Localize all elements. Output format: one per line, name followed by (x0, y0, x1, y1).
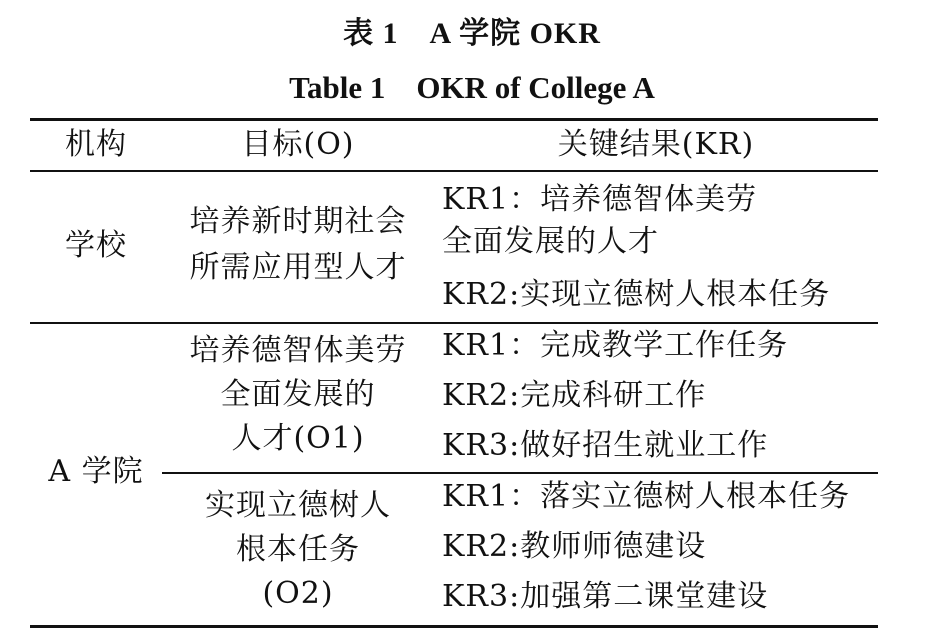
header-rule (30, 170, 878, 172)
o2-kr3: KR3:加强第二课堂建设 (442, 579, 769, 614)
college-org: A 学院 (48, 454, 144, 489)
o1-line2: 全面发展的 (220, 377, 376, 412)
school-kr1-line1: KR1：培养德智体美劳 (442, 182, 758, 217)
o1-kr1: KR1：完成教学工作任务 (442, 328, 789, 363)
o2-kr2: KR2:教师师德建设 (442, 529, 707, 564)
o2-line3: (O2) (262, 576, 334, 611)
table-caption-en: Table 1 OKR of College A (289, 70, 655, 105)
school-objective-line1: 培养新时期社会 (189, 204, 407, 239)
o2-line1: 实现立德树人 (205, 488, 391, 523)
o2-line2: 根本任务 (236, 532, 360, 567)
table-caption-cn: 表 1 A 学院 OKR (343, 17, 601, 50)
school-objective-line2: 所需应用型人才 (189, 250, 407, 285)
bottom-rule (30, 625, 878, 628)
header-objective: 目标(O) (241, 127, 355, 162)
top-rule (30, 118, 878, 121)
o1-kr2: KR2:完成科研工作 (442, 378, 707, 413)
o1-line1: 培养德智体美劳 (189, 333, 407, 368)
school-kr1-line2: 全面发展的人才 (442, 224, 659, 259)
header-org: 机构 (65, 127, 127, 162)
school-kr2: KR2:实现立德树人根本任务 (442, 277, 831, 312)
o1-line3: 人才(O1) (231, 421, 365, 456)
header-kr: 关键结果(KR) (557, 127, 755, 162)
school-org: 学校 (65, 228, 127, 263)
o2-kr1: KR1：落实立德树人根本任务 (442, 479, 851, 514)
o1-kr3: KR3:做好招生就业工作 (442, 428, 769, 463)
